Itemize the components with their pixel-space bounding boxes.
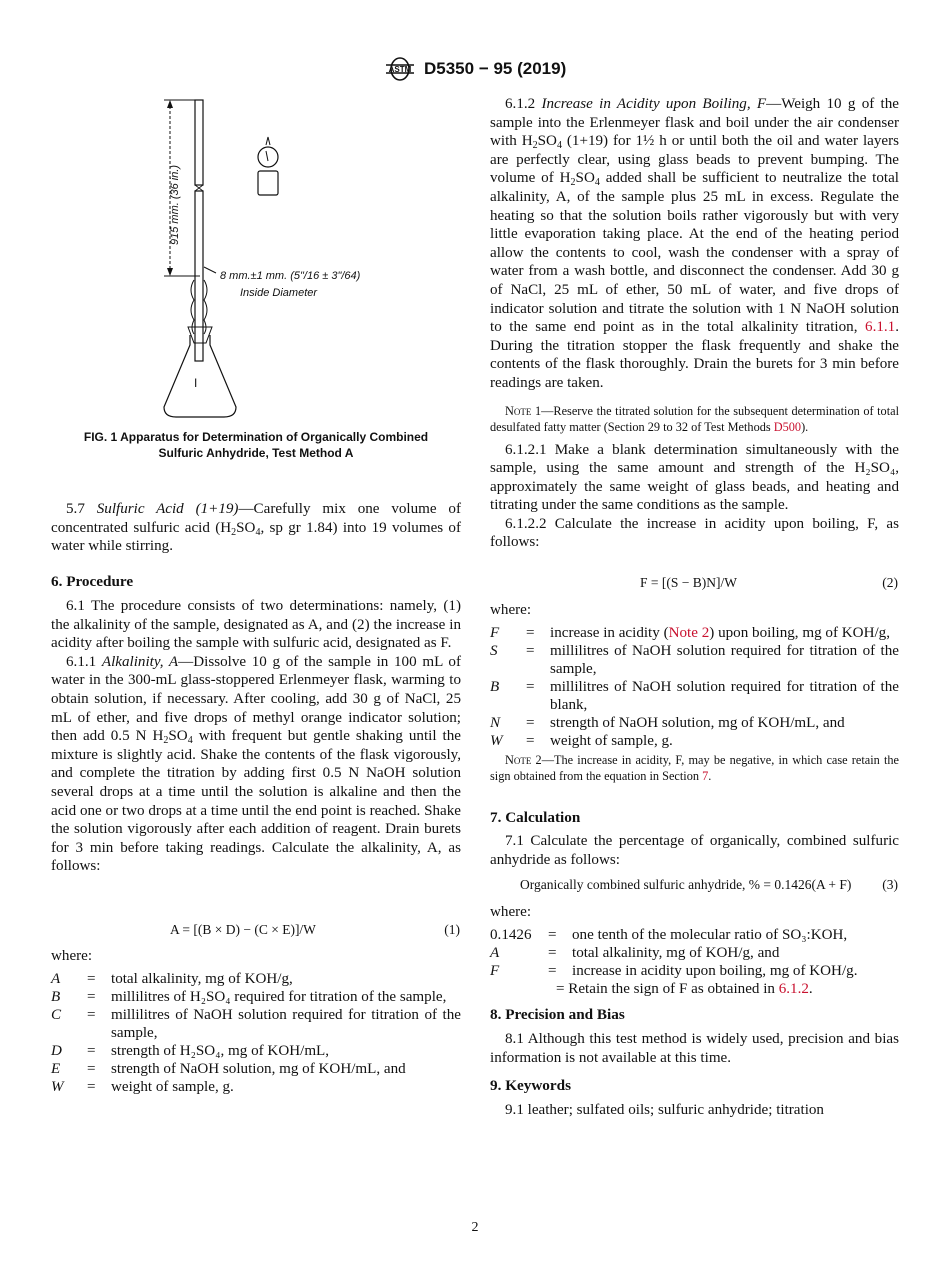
flask-mark: I [194,376,198,390]
page-header [0,57,950,81]
section-5-7: 5.7 Sulfuric Acid (1+19)—Carefully mix one volume of concentrated sulfuric acid ($H_2SO_4$, sp gr 1.84) into 19 volumes of water while stirring. [51,501,462,555]
link-d500[interactable]: D500 [773,419,802,434]
definition-row [490,962,899,980]
definition-text-a: strength of NaOH solution, mg of KOH/mL, and [550,714,845,731]
figure-caption-line1: FIG. 1 Apparatus for Determination of Organically Combined [83,430,429,444]
definition-symbol: C [51,1006,62,1023]
definition-text: strength of H₂SO₄, mg of KOH/mL, [111,1042,330,1059]
page-number: 2 [471,1220,479,1235]
definition-text: millilitres of H₂SO₄ required for titration of the sample, [111,988,447,1005]
section-9-heading: 9. Keywords [490,1077,571,1094]
definition-equals: = [548,962,557,979]
astm-logo-icon [382,57,418,81]
definition-row [51,988,461,1006]
definition-symbol: F [490,624,500,641]
s57-title: Sulfuric Acid (1+19) [96,501,239,517]
definition-symbol: D [51,1042,62,1059]
definition-equals: = [548,926,557,943]
section-6-1-2 [490,95,899,552]
definition-symbol: N [490,714,501,731]
definition-text [550,732,899,750]
definition-symbol: 0.1426 [490,926,532,943]
definition-row [51,970,461,988]
definition-text-a: millilitres of NaOH solution required for titration of the sample, [550,642,899,677]
para-6-1-1: 6.1.1 Alkalinity, A—Dissolve 10 g of the sample in 100 mL of water in the 300-mL glass-stoppered Erlenmeyer flask, warming to obtain solution, if necessary. After cooling, add 30 g of NaCl, 25 mL of ether, and five drops of methyl orange indicator solution; then add 0.5 N $H_2SO_4$ with frequent but gentle shaking until the mixture is slightly acid. Shake the contents of the flask vigorously, and complete the titration by adding first 0.5 N NaOH solution several drops at a time until the solution is alkaline and then the acid one or two drops at a time until the end point is reached. Shake the solution vigorously after each addition of reagent. Drain burets for 3 min before taking readings. Calculate the alkalinity, A, as follows: [51,653,461,875]
para-7-1: 7.1 Calculate the percentage of organically, combined sulfuric anhydride as follows: [490,833,899,868]
definition-text [550,642,899,678]
link-section-7[interactable]: 7 [702,768,709,783]
equation-2: F = [(S − B)N]/W [640,575,737,590]
definition-symbol: W [51,1078,64,1095]
definition-row [490,714,899,732]
para-8-1: 8.1 Although this test method is widely used, precision and bias information is not available at this time. [490,1031,899,1066]
equation-2-number: (2) [882,575,898,590]
para-6-1-2: 6.1.2 Increase in Acidity upon Boiling, F—Weigh 10 g of the sample into the Erlenmeyer flask and boil under the air condenser with $H_2SO_4$ (1+19) for 1½ h or until both the oil and water layers are perfectly clear, using glass beads to prevent bumping. The volume of $H_2SO_4$ added shall be sufficient to neutralize the total alkalinity, A, of the sample plus 25 mL in excess. Regulate the heating so that the solution boils rather vigorously but with very little evaporation taking place. At the end of the heating period allow the contents to cool, wash the condenser with a spray of water from a wash bottle, and disconnect the condenser. Add 30 g of NaCl, 25 mL of ether, 50 mL of water, and five drops of indicator solution and titrate the solution with 1 N NaOH solution to the same end point as in the total alkalinity titration, 6.1.1. During the titration stopper the flask frequently and shake the contents of the flask thoroughly. Drain the burets for 3 min before readings are taken. [490,96,900,391]
definition-text: total alkalinity, mg of KOH/g, and [572,944,780,961]
equation-1: A = [(B × D) − (C × E)]/W [170,922,316,937]
defs-3 [490,903,899,998]
definition-row [51,1042,461,1060]
definition-text-b: ) upon boiling, mg of KOH/g, [709,624,890,641]
definition-equals: = [87,970,96,987]
link-6-1-1[interactable]: 6.1.1 [865,319,896,336]
definition-symbol: F [490,962,500,979]
definition-text-a: weight of sample, g. [550,732,673,749]
definition-symbol: A [490,944,500,961]
note-link[interactable]: Note 2 [668,624,710,641]
where-3: where: [490,904,532,920]
equation-3: Organically combined sulfuric anhydride, % = 0.1426(A + F) [520,877,852,892]
para-6-1-2-1: 6.1.2.1 Make a blank determination simultaneously with the sample, using the same amount and strength of the H₂SO₄, approximately the same weight of glass beads, and heating and titrating under the same conditions as the sample. [490,441,899,514]
para-9-1: 9.1 leather; sulfated oils; sulfuric anhydride; titration [505,1102,824,1118]
definition-row [490,678,899,714]
definition-text: millilitres of NaOH solution required for titration of the sample, [111,1006,461,1041]
apparatus-figure [150,95,370,425]
definition-equals: = [526,678,535,695]
retain-sign-line: = Retain the sign of F as obtained in 6.1.2. [556,980,813,997]
definition-text [550,678,899,714]
definition-symbol: B [490,678,500,695]
definition-row [51,1060,461,1078]
link-6-1-2[interactable]: 6.1.2 [778,980,809,997]
section-9-body [490,1101,899,1120]
equation-1-number: (1) [444,922,460,937]
definitions-table-1 [51,970,461,1096]
definition-equals: = [87,1042,96,1059]
section-6-body [51,597,461,876]
definition-equals: = [548,944,557,961]
definition-symbol: E [51,1060,61,1077]
definition-row [490,926,899,944]
definition-equals: = [87,1078,96,1095]
definition-equals: = [87,1006,96,1023]
definition-text: total alkalinity, mg of KOH/g, [111,970,293,987]
inside-diameter-label: Inside Diameter [240,287,318,299]
para-6-1-2-2: 6.1.2.2 Calculate the increase in acidity upon boiling, F, as follows: [490,515,899,551]
para-6-1: 6.1 The procedure consists of two determinations: namely, (1) the alkalinity of the sample, designated as A, and (2) the increase in acidity after boiling the sample with sulfuric acid, designated as F. [51,598,461,652]
definition-row [490,944,899,962]
definition-equals: = [526,624,535,641]
definition-text: strength of NaOH solution, mg of KOH/mL, and [111,1060,406,1077]
definition-row [51,1006,461,1042]
height-label: 915 mm. (36 in.) [169,164,181,245]
definitions-table-3 [490,926,899,980]
figure-caption [51,430,461,461]
definition-symbol: W [490,732,503,749]
definition-text-a: millilitres of NaOH solution required for titration of the blank, [550,678,899,713]
definition-row [490,642,899,678]
definition-equals: = [526,714,535,731]
definition-text: weight of sample, g. [111,1078,234,1095]
section-8-heading: 8. Precision and Bias [490,1006,625,1023]
logo-text: ASTM [388,65,412,74]
definition-text [550,624,899,642]
where-2: where: [490,602,532,618]
definition-text-a: increase in acidity ( [550,624,669,641]
definition-symbol: B [51,988,61,1005]
definition-row [490,732,899,750]
definition-text: one tenth of the molecular ratio of SO₃:KOH, [572,926,848,943]
section-6-heading: 6. Procedure [51,573,134,590]
definition-equals: = [87,1060,96,1077]
section-8-body [490,1030,899,1067]
definition-text [550,714,899,732]
diameter-label: 8 mm.±1 mm. (5"/16 ± 3"/64) [220,270,361,282]
equation-3-number: (3) [882,877,898,892]
definition-row [51,1078,461,1096]
definition-equals: = [87,988,96,1005]
defs-1 [51,947,461,1096]
definition-row [490,624,899,642]
definition-symbol: S [490,642,498,659]
definition-equals: = [526,732,535,749]
section-7-heading: 7. Calculation [490,809,581,826]
document-id: D5350 − 95 (2019) [424,59,567,78]
definition-symbol: A [51,970,61,987]
note-1: Note 1—Reserve the titrated solution for the subsequent determination of total desulfated fatty matter (Section 29 to 32 of Test Methods D500). [490,403,899,434]
where-1: where: [51,948,93,964]
figure-caption-line2: Sulfuric Anhydride, Test Method A [158,445,354,460]
definition-equals: = [526,642,535,659]
note-2: Note 2—The increase in acidity, F, may be negative, in which case retain the sign obtained from the equation in Section 7. [490,752,899,783]
definitions-table-2 [490,624,899,750]
defs-2 [490,601,899,784]
definition-text: increase in acidity upon boiling, mg of KOH/g. [572,962,858,979]
section-7-body [490,832,899,869]
